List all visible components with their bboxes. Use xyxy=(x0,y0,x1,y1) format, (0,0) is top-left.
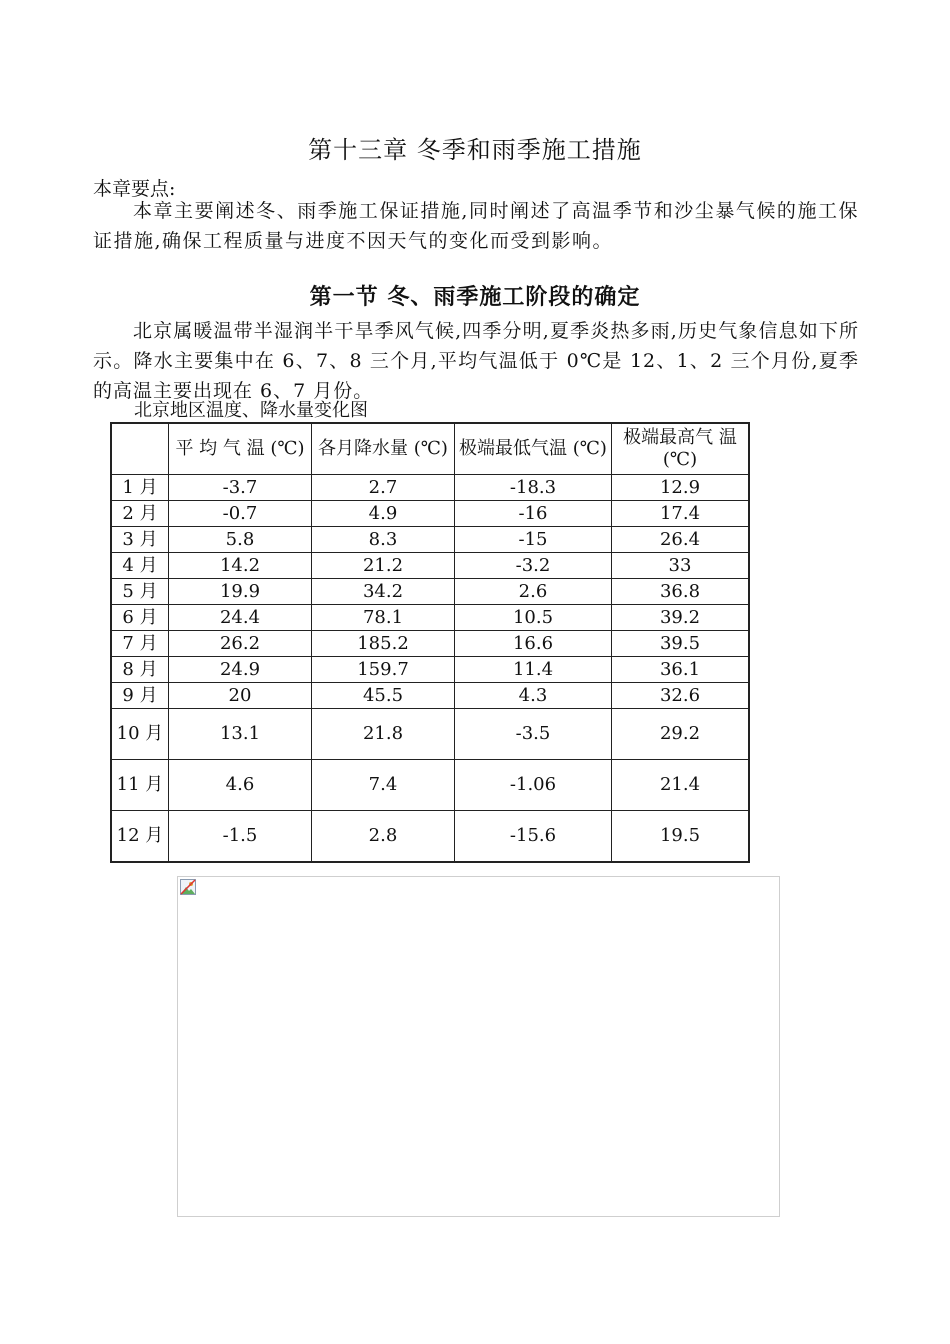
max-temp-cell: 29.2 xyxy=(612,709,750,760)
avg-temp-cell: 24.4 xyxy=(169,605,312,631)
avg-temp-cell: 13.1 xyxy=(169,709,312,760)
broken-image-icon xyxy=(180,879,196,895)
header-max-temp: 极端最高气 温(℃) xyxy=(612,423,750,475)
max-temp-cell: 26.4 xyxy=(612,527,750,553)
max-temp-cell: 33 xyxy=(612,553,750,579)
precip-cell: 7.4 xyxy=(312,760,455,811)
table-row xyxy=(111,527,749,553)
max-temp-cell: 39.5 xyxy=(612,631,750,657)
month-cell: 3 月 xyxy=(111,527,169,553)
avg-temp-cell: 26.2 xyxy=(169,631,312,657)
month-cell: 10 月 xyxy=(111,709,169,760)
precip-cell: 34.2 xyxy=(312,579,455,605)
min-temp-cell: -16 xyxy=(455,501,612,527)
table-row xyxy=(111,683,749,709)
min-temp-cell: 10.5 xyxy=(455,605,612,631)
precip-cell: 2.7 xyxy=(312,475,455,501)
table-row xyxy=(111,553,749,579)
max-temp-cell: 17.4 xyxy=(612,501,750,527)
avg-temp-cell: -1.5 xyxy=(169,811,312,863)
header-avg-temp: 平 均 气 温 (℃) xyxy=(169,423,312,475)
table-row xyxy=(111,605,749,631)
precip-cell: 159.7 xyxy=(312,657,455,683)
month-cell: 6 月 xyxy=(111,605,169,631)
max-temp-cell: 32.6 xyxy=(612,683,750,709)
chapter-title: 第十三章 冬季和雨季施工措施 xyxy=(308,136,642,164)
month-cell: 4 月 xyxy=(111,553,169,579)
chart-image-placeholder xyxy=(177,876,780,1217)
min-temp-cell: -3.2 xyxy=(455,553,612,579)
min-temp-cell: -15.6 xyxy=(455,811,612,863)
min-temp-cell: 4.3 xyxy=(455,683,612,709)
avg-temp-cell: 5.8 xyxy=(169,527,312,553)
avg-temp-cell: -0.7 xyxy=(169,501,312,527)
precip-cell: 78.1 xyxy=(312,605,455,631)
precip-cell: 4.9 xyxy=(312,501,455,527)
max-temp-cell: 19.5 xyxy=(612,811,750,863)
month-cell: 12 月 xyxy=(111,811,169,863)
min-temp-cell: 16.6 xyxy=(455,631,612,657)
table-caption: 北京地区温度、降水量变化图 xyxy=(134,400,368,421)
precip-cell: 45.5 xyxy=(312,683,455,709)
month-cell: 8 月 xyxy=(111,657,169,683)
min-temp-cell: -15 xyxy=(455,527,612,553)
header-min-temp: 极端最低气温 (℃) xyxy=(455,423,612,475)
table-row xyxy=(111,631,749,657)
avg-temp-cell: -3.7 xyxy=(169,475,312,501)
climate-paragraph: 北京属暖温带半湿润半干旱季风气候,四季分明,夏季炎热多雨,历史气象信息如下所示。降水主要集中在 6、7、8 三个月,平均气温低于 0℃是 12、1、2 三个月份,夏季的高温主要出现在 6、7 月份。 xyxy=(93,320,859,402)
precip-cell: 21.8 xyxy=(312,709,455,760)
avg-temp-cell: 24.9 xyxy=(169,657,312,683)
min-temp-cell: -1.06 xyxy=(455,760,612,811)
max-temp-cell: 36.8 xyxy=(612,579,750,605)
table-row xyxy=(111,760,749,811)
max-temp-cell: 39.2 xyxy=(612,605,750,631)
table-row xyxy=(111,709,749,760)
month-cell: 7 月 xyxy=(111,631,169,657)
month-cell: 9 月 xyxy=(111,683,169,709)
avg-temp-cell: 14.2 xyxy=(169,553,312,579)
header-corner xyxy=(111,423,169,475)
max-temp-cell: 36.1 xyxy=(612,657,750,683)
header-precipitation: 各月降水量 (℃) xyxy=(312,423,455,475)
precip-cell: 8.3 xyxy=(312,527,455,553)
min-temp-cell: -18.3 xyxy=(455,475,612,501)
precip-cell: 185.2 xyxy=(312,631,455,657)
climate-table xyxy=(110,422,750,863)
precip-cell: 2.8 xyxy=(312,811,455,863)
max-temp-cell: 21.4 xyxy=(612,760,750,811)
avg-temp-cell: 20 xyxy=(169,683,312,709)
table-row xyxy=(111,657,749,683)
month-cell: 5 月 xyxy=(111,579,169,605)
key-points-paragraph: 本章主要阐述冬、雨季施工保证措施,同时阐述了高温季节和沙尘暴气候的施工保证措施,确保工程质量与进度不因天气的变化而受到影响。 xyxy=(93,200,859,252)
table-row xyxy=(111,501,749,527)
precip-cell: 21.2 xyxy=(312,553,455,579)
min-temp-cell: -3.5 xyxy=(455,709,612,760)
table-row xyxy=(111,579,749,605)
min-temp-cell: 11.4 xyxy=(455,657,612,683)
month-cell: 1 月 xyxy=(111,475,169,501)
max-temp-cell: 12.9 xyxy=(612,475,750,501)
section-title: 第一节 冬、雨季施工阶段的确定 xyxy=(309,284,641,310)
month-cell: 2 月 xyxy=(111,501,169,527)
table-row xyxy=(111,811,749,863)
avg-temp-cell: 4.6 xyxy=(169,760,312,811)
avg-temp-cell: 19.9 xyxy=(169,579,312,605)
min-temp-cell: 2.6 xyxy=(455,579,612,605)
table-row xyxy=(111,475,749,501)
key-points-heading: 本章要点: xyxy=(93,178,176,200)
table-header-row xyxy=(111,423,749,475)
month-cell: 11 月 xyxy=(111,760,169,811)
